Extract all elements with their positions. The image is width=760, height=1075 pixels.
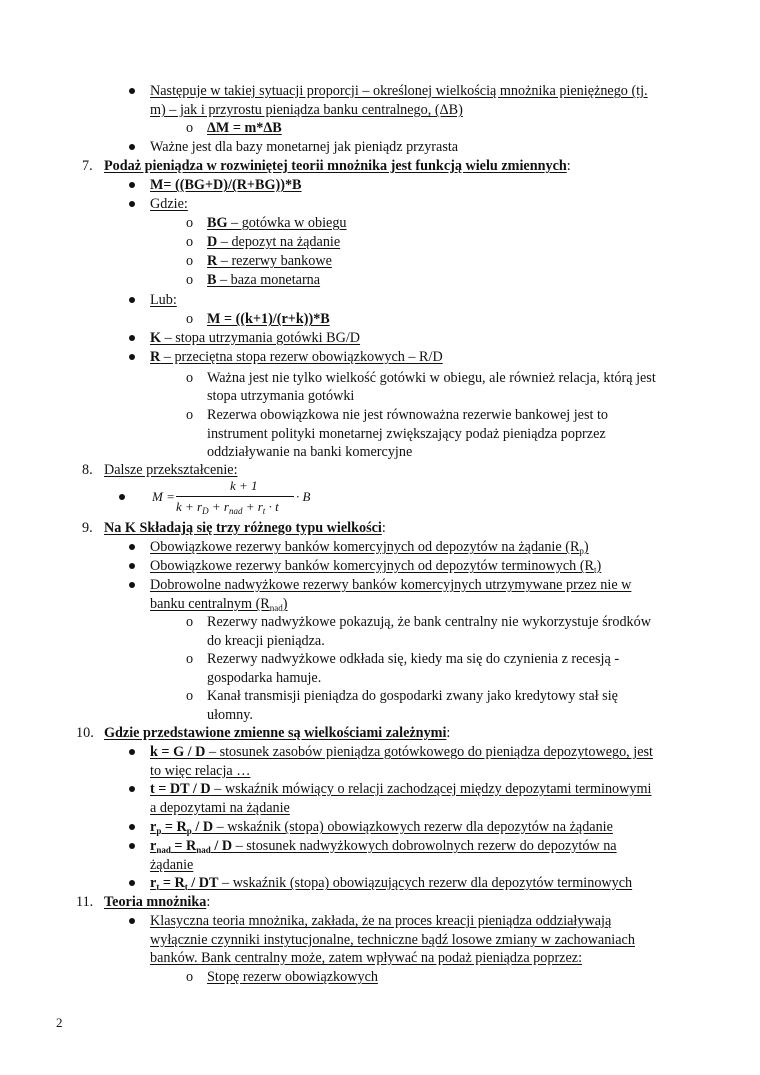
formula: ΔM = m*ΔB [207, 120, 282, 136]
bullet-dot [119, 494, 125, 500]
sub-bullet-marker: o [186, 614, 194, 630]
bullet-dot [129, 335, 135, 341]
text-line: m) – jak i przyrostu pieniądza banku centralnego, (ΔB) [150, 102, 463, 118]
definition: K – stopa utrzymania gotówki BG/D [150, 330, 361, 346]
text-line: Lub: [150, 292, 177, 308]
bullet-dot [129, 544, 135, 550]
bullet-dot [129, 749, 135, 755]
text-line: ułomny. [207, 707, 253, 723]
formula-denominator: $k + r_D + r_{nad} + r_t \cdot t$ [176, 499, 279, 516]
text-line: Gdzie: [150, 196, 188, 212]
text-line: Obowiązkowe rezerwy banków komercyjnych od depozytów na żądanie $(R_p)$ [150, 539, 589, 556]
bullet-dot [129, 297, 135, 303]
text-line: żądanie [150, 857, 194, 873]
fraction-bar [176, 496, 294, 497]
formula-lhs: M = [152, 489, 175, 504]
definition: k = G / D – stosunek zasobów pieniądza gotówkowego do pieniądza depozytowego, jest [150, 744, 653, 760]
sub-bullet-marker: o [186, 253, 194, 269]
text-line: instrument polityki monetarnej zwiększający podaż pieniądza poprzez [207, 426, 606, 442]
bullet-dot [129, 144, 135, 150]
sub-bullet-marker: o [186, 311, 194, 327]
bullet-dot [129, 843, 135, 849]
text-line: Kanał transmisji pieniądza do gospodarki zwany jako kredytowy stał się [207, 688, 618, 704]
sub-bullet-marker: o [186, 234, 194, 250]
bullet-dot [129, 824, 135, 830]
text-line: Ważna jest nie tylko wielkość gotówki w obiegu, ale również relacja, którą jest [207, 370, 656, 386]
text-line: oddziaływanie na banki komercyjne [207, 444, 413, 460]
text-line: Klasyczna teoria mnożnika, zakłada, że na proces kreacji pieniądza oddziaływają [150, 913, 612, 929]
definition: BG – gotówka w obiegu [207, 215, 347, 231]
text-line: do kreacji pieniądza. [207, 633, 325, 649]
definition: $r_p = R_p / D$ – wskaźnik (stopa) obowiązkowych rezerw dla depozytów na żądanie [150, 819, 613, 836]
sub-bullet-marker: o [186, 651, 194, 667]
formula: M = ((k+1)/(r+k))*B [207, 311, 330, 327]
section-number: 11. [76, 894, 94, 910]
text-line: Ważne jest dla bazy monetarnej jak pieniądz przyrasta [150, 139, 459, 155]
formula-rhs: · B [296, 489, 311, 504]
section-number: 8. [82, 462, 93, 478]
fraction-formula [152, 478, 322, 518]
section-number: 9. [82, 520, 93, 536]
text-line: Rezerwy nadwyżkowe odkłada się, kiedy ma się do czynienia z recesją - [207, 651, 620, 667]
section-heading: Podaż pieniądza w rozwiniętej teorii mnożnika jest funkcją wielu zmiennych: [104, 158, 571, 174]
text-line: wyłącznie czynniki instytucjonalne, techniczne bądź losowe zmiany w zachowaniach [150, 932, 635, 948]
text-line: to więc relacja … [150, 763, 251, 779]
sub-bullet-marker: o [186, 215, 194, 231]
bullet-dot [129, 354, 135, 360]
definition: D – depozyt na żądanie [207, 234, 341, 250]
section-heading: Na K Składają się trzy różnego typu wielkości: [104, 520, 386, 536]
text-line: Następuje w takiej sytuacji proporcji – określonej wielkością mnożnika pieniężnego (tj. [150, 83, 648, 99]
formula-numerator: k + 1 [230, 478, 258, 493]
definition: R – rezerwy bankowe [207, 253, 332, 269]
bullet-dot [129, 786, 135, 792]
definition: $r_t = R_t$ / DT – wskaźnik (stopa) obowiązujących rezerw dla depozytów terminowych [150, 875, 633, 892]
text-line: Rezerwy nadwyżkowe pokazują, że bank centralny nie wykorzystuje środków [207, 614, 651, 630]
sub-bullet-marker: o [186, 407, 194, 423]
sub-bullet-marker: o [186, 120, 194, 136]
bullet-dot [129, 582, 135, 588]
sub-bullet-marker: o [186, 969, 194, 985]
text-line: banku centralnym $(R_{nad})$ [150, 596, 288, 613]
definition: $r_{nad} = R_{nad} / D$ – stosunek nadwyżkowych dobrowolnych rezerw do depozytów na [150, 838, 617, 855]
text-line: Obowiązkowe rezerwy banków komercyjnych od depozytów terminowych $(R_t)$ [150, 558, 602, 575]
section-heading: Gdzie przedstawione zmienne są wielkościami zależnymi: [104, 725, 451, 741]
definition: t = DT / D – wskaźnik mówiący o relacji zachodzącej między depozytami terminowymi [150, 781, 652, 797]
definition: B – baza monetarna [207, 272, 321, 288]
sub-bullet-marker: o [186, 688, 194, 704]
bullet-dot [129, 918, 135, 924]
text-line: stopa utrzymania gotówki [207, 388, 355, 404]
section-number: 7. [82, 158, 93, 174]
bullet-dot [129, 201, 135, 207]
text-line: Rezerwa obowiązkowa nie jest równoważna rezerwie bankowej jest to [207, 407, 609, 423]
text-line: gospodarka hamuje. [207, 670, 322, 686]
section-heading: Teoria mnożnika: [104, 894, 211, 910]
bullet-dot [129, 182, 135, 188]
bullet-dot [129, 880, 135, 886]
formula: M= ((BG+D)/(R+BG))*B [150, 177, 302, 193]
bullet-dot [129, 563, 135, 569]
page-number: 2 [56, 1015, 63, 1030]
sub-bullet-marker: o [186, 370, 194, 386]
text-line: Stopę rezerw obowiązkowych [207, 969, 378, 985]
sub-bullet-marker: o [186, 272, 194, 288]
definition: R – przeciętna stopa rezerw obowiązkowych – R/D [150, 349, 443, 365]
text-line: banków. Bank centralny może, zatem wpływać na podaż pieniądza poprzez: [150, 950, 583, 966]
section-heading: Dalsze przekształcenie: [104, 462, 238, 478]
text-line: Dobrowolne nadwyżkowe rezerwy banków komercyjnych utrzymywane przez nie w [150, 577, 632, 593]
text-line: a depozytami na żądanie [150, 800, 290, 816]
section-number: 10. [76, 725, 94, 741]
bullet-dot [129, 88, 135, 94]
